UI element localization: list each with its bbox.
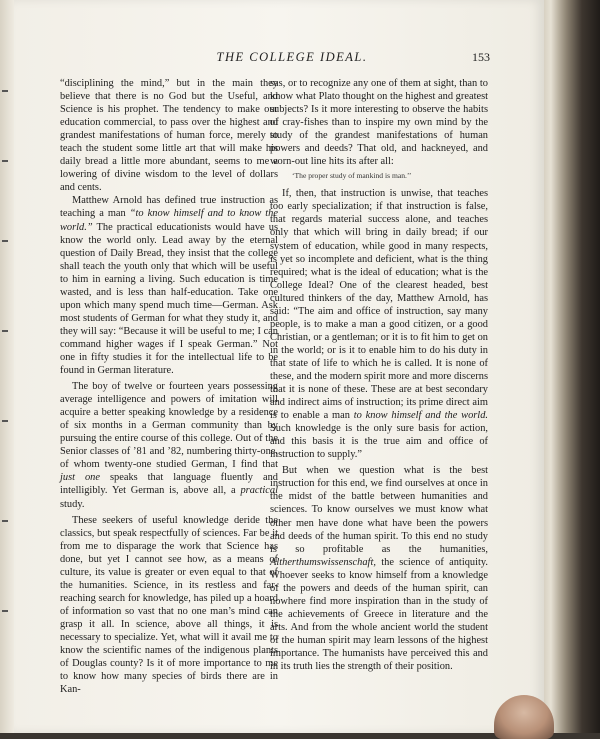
right-text-column [270, 77, 488, 673]
italic-text-run: “to know himself and to know the world.” [60, 208, 278, 233]
page-number: 153 [472, 50, 490, 64]
facing-page-text-fragment [2, 240, 8, 242]
book-binding [540, 0, 600, 733]
paragraph [60, 380, 278, 510]
paragraph: “disciplining the mind,” but in the main they believe that there is no God but the Useful, and Science is his prophet. The tendency to make our education commercial, to pass over the highest and grandest manifestations of human force, merely to teach the student some little art that will make his daily bread a little more abundant, seems to me a lowering of divine wisdom to the level of dollars and cents. [60, 78, 278, 194]
facing-page-text-fragment [2, 90, 8, 92]
text-run: speaks that language fluently and intelligibly. Yet German is, above all, a [60, 472, 278, 497]
facing-page-text-fragment [2, 330, 8, 332]
book-page [14, 0, 544, 733]
italic-text-run: Altherthumswissenschaft, [270, 556, 376, 568]
block-quote: ‘The proper study of mankind is man.’’ [292, 171, 412, 181]
paragraph [270, 464, 488, 673]
facing-page-text-fragment [2, 610, 8, 612]
italic-text-run: just one [60, 472, 100, 484]
text-run: But when we question what is the best instruction for this end, we find ourselves at once in the midst of the battle between humanities and sciences. To know ourselves we must know what other men have done what have been the powers and deeds of the human spirit. To this end no study is so profitable as the humanities, [270, 465, 488, 555]
facing-page-text-fragment [2, 420, 8, 422]
text-run: Matthew Arnold has defined true instruction as teaching a man [60, 195, 278, 220]
text-run: study. [60, 498, 85, 510]
paragraph [270, 187, 488, 461]
running-header-title: THE COLLEGE IDEAL. [216, 50, 368, 64]
paragraph [60, 194, 278, 377]
text-run: The boy of twelve or fourteen years possessing average intelligence and powers of imitation will acquire a better speaking knowledge by a residence of six months in a German community than by pursuing the entire course of this college. Out of the Senior classes of ’81 and ’82, numbering thirty-one, of whom twenty-one studied German, I find that [60, 381, 278, 471]
italic-text-run: to know himself and the world. [353, 410, 488, 422]
text-run: Such knowledge is the only sure basis for action, and this basis it is the true aim and office of instruction to supply.” [270, 423, 488, 461]
italic-text-run: practical [240, 485, 278, 497]
paragraph: sas, or to recognize any one of them at sight, than to know what Plato thought on the highest and greatest subjects? Is it more interesting to observe the habits of cray-fishes than to inspire my own mind by the study of the grandest manifestations of human powers and deeds? That old, and hackneyed, and worn-out line hits its after all: [270, 78, 488, 168]
facing-page-text-fragment [2, 160, 8, 162]
left-text-column [60, 77, 278, 696]
facing-page-edge [0, 0, 15, 733]
facing-page-text-fragment [2, 520, 8, 522]
text-run: the science of antiquity. Whoever seeks to know himself from a knowledge of the powers and deeds of the human spirit, can nowhere find more inspiration than in the study of the achievements of Greece in literature and the arts. And from the whole ancient world the student of the human spirit may learn lessons of the highest importance. The humanists have perceived this and in its truth lies the strength of their position. [270, 556, 488, 673]
text-run: If, then, that instruction is unwise, that teaches too early specialization; if that instruction is false, that regards material success alone, and teaches only that which will bring in daily bread; if our system of education, while good in many respects, is yet so incomplete and deficient, what is the thing required; what is the ideal of education; what is the College Ideal? One of the clearest headed, best cultured thinkers of the day, Matthew Arnold, has said: “The aim and office of instruction, say many people, is to make a man a good citizen, or a good Christian, or a gentleman; or it is to fit him to get on in the world; or is it to enable him to do his duty in that state of life to which he is called. It is none of these, and the modern spirit more and more discerns that it is none of these. These are at best secondary and indirect aims of instruction; its prime direct aim is to enable a man [270, 188, 488, 422]
text-run: The practical educationists would have us know the world only. Lead away by the eternal question of Daily Bread, they insist that the college shall teach the youth only that which will be useful to him in earning a living. Such education is time wasted, and is less than half-education. Take one upon which many spend much time—German. Ask most students of German for what they study it, and they will say: “Because it will be useful to me; I can command higher wages if I speak German.” Not one in fifty studies it for the intellectual life to be found in German literature. [60, 221, 278, 377]
paragraph: These seekers of useful knowledge deride the classics, but speak respectfully of sciences. Far be it from me to disparage the work that Science has done, but yet I cannot see how, as a means of culture, its value is greater or even equal to that of the humanities. Science, in its restless and far-reaching search for knowledge, has piled up a hoard of information so vast that no one man’s mind can grasp it all. In science, above all things, it is necessary to specialize. Yet, what will it avail me to know the scientific names of the indigenous plants of Douglas county? Is it of more importance to me to know how many species of birds there are in Kan- [60, 514, 278, 696]
